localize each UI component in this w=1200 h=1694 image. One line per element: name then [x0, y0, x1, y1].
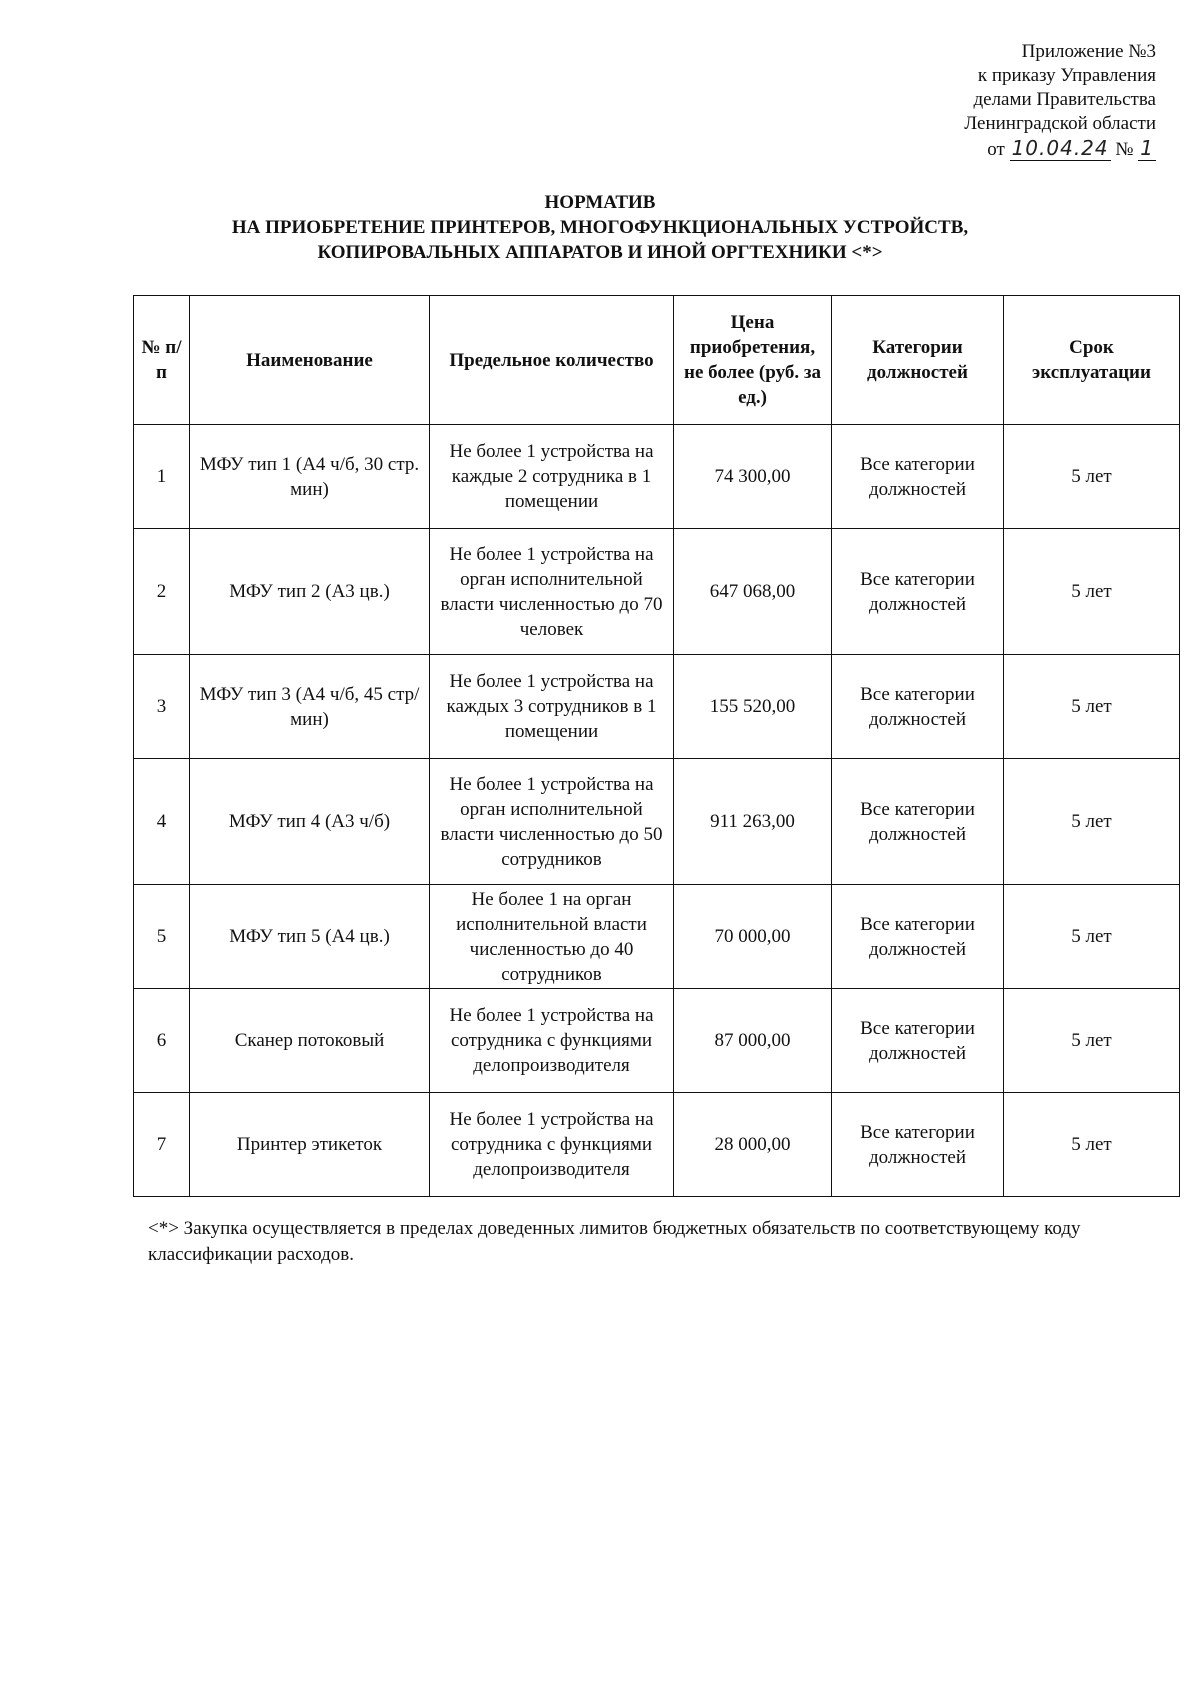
table-row: [134, 425, 1180, 529]
cell-category: Все категории должностей: [832, 529, 1004, 655]
cell-price: 911 263,00: [674, 759, 832, 885]
cell-category: Все категории должностей: [832, 885, 1004, 989]
cell-term: 5 лет: [1004, 759, 1180, 885]
cell-name: Сканер потоковый: [190, 989, 430, 1093]
cell-name: МФУ тип 3 (А4 ч/б, 45 стр/мин): [190, 655, 430, 759]
table-row: [134, 759, 1180, 885]
appendix-line-2: к приказу Управления: [977, 65, 1156, 86]
footnote: <*> Закупка осуществляется в пределах доведенных лимитов бюджетных обязательств по соответствующему коду классификации расходов.: [148, 1218, 1081, 1265]
table-row: [134, 655, 1180, 759]
cell-number: 5: [134, 885, 190, 989]
column-header-term: Срок эксплуатации: [1004, 296, 1180, 425]
cell-quantity: Не более 1 устройства на каждых 3 сотрудников в 1 помещении: [430, 655, 674, 759]
cell-term: 5 лет: [1004, 885, 1180, 989]
cell-number: 3: [134, 655, 190, 759]
column-header-number: № п/п: [134, 296, 190, 425]
cell-price: 74 300,00: [674, 425, 832, 529]
column-header-name: Наименование: [190, 296, 430, 425]
column-header-price: Цена приобретения, не более (руб. за ед.): [674, 296, 832, 425]
column-header-quantity: Предельное количество: [430, 296, 674, 425]
cell-number: 2: [134, 529, 190, 655]
cell-number: 6: [134, 989, 190, 1093]
appendix-line-4: Ленинградской области: [964, 113, 1156, 134]
appendix-line-3: делами Правительства: [973, 89, 1156, 110]
cell-name: МФУ тип 5 (А4 цв.): [190, 885, 430, 989]
cell-category: Все категории должностей: [832, 989, 1004, 1093]
cell-term: 5 лет: [1004, 529, 1180, 655]
title-line-3: КОПИРОВАЛЬНЫХ АППАРАТОВ И ИНОЙ ОРГТЕХНИКИ <*>: [317, 242, 883, 263]
cell-term: 5 лет: [1004, 425, 1180, 529]
cell-name: Принтер этикеток: [190, 1093, 430, 1197]
cell-term: 5 лет: [1004, 655, 1180, 759]
handwritten-date: 10.04.24: [1011, 136, 1109, 160]
appendix-date-line: [796, 136, 1156, 162]
title-line-1: НОРМАТИВ: [544, 192, 656, 213]
cell-name: МФУ тип 4 (А3 ч/б): [190, 759, 430, 885]
cell-name: МФУ тип 2 (А3 цв.): [190, 529, 430, 655]
appendix-header: [796, 40, 1156, 162]
cell-term: 5 лет: [1004, 1093, 1180, 1197]
table-header-row: [134, 296, 1180, 425]
cell-quantity: Не более 1 устройства на орган исполнительной власти численностью до 50 сотрудников: [430, 759, 674, 885]
cell-quantity: Не более 1 устройства на орган исполнительной власти численностью до 70 человек: [430, 529, 674, 655]
handwritten-number: 1: [1140, 136, 1154, 160]
title-line-2: НА ПРИОБРЕТЕНИЕ ПРИНТЕРОВ, МНОГОФУНКЦИОНАЛЬНЫХ УСТРОЙСТВ,: [231, 217, 969, 238]
cell-number: 7: [134, 1093, 190, 1197]
cell-number: 4: [134, 759, 190, 885]
table-row: [134, 989, 1180, 1093]
column-header-category: Категории должностей: [832, 296, 1004, 425]
table-row: [134, 1093, 1180, 1197]
cell-price: 28 000,00: [674, 1093, 832, 1197]
cell-term: 5 лет: [1004, 989, 1180, 1093]
cell-quantity: Не более 1 на орган исполнительной власти численностью до 40 сотрудников: [430, 885, 674, 989]
cell-quantity: Не более 1 устройства на сотрудника с функциями делопроизводителя: [430, 989, 674, 1093]
cell-price: 647 068,00: [674, 529, 832, 655]
cell-category: Все категории должностей: [832, 1093, 1004, 1197]
cell-name: МФУ тип 1 (А4 ч/б, 30 стр. мин): [190, 425, 430, 529]
cell-price: 70 000,00: [674, 885, 832, 989]
cell-quantity: Не более 1 устройства на каждые 2 сотрудника в 1 помещении: [430, 425, 674, 529]
cell-price: 155 520,00: [674, 655, 832, 759]
appendix-line-1: Приложение №3: [1021, 41, 1156, 62]
cell-number: 1: [134, 425, 190, 529]
table-row: [134, 529, 1180, 655]
table-row: [134, 885, 1180, 989]
cell-quantity: Не более 1 устройства на сотрудника с функциями делопроизводителя: [430, 1093, 674, 1197]
norm-table: [133, 295, 1180, 1197]
number-prefix: №: [1115, 139, 1134, 160]
cell-category: Все категории должностей: [832, 425, 1004, 529]
cell-price: 87 000,00: [674, 989, 832, 1093]
document-title: [120, 190, 1080, 265]
cell-category: Все категории должностей: [832, 655, 1004, 759]
date-prefix: от: [987, 139, 1005, 160]
cell-category: Все категории должностей: [832, 759, 1004, 885]
